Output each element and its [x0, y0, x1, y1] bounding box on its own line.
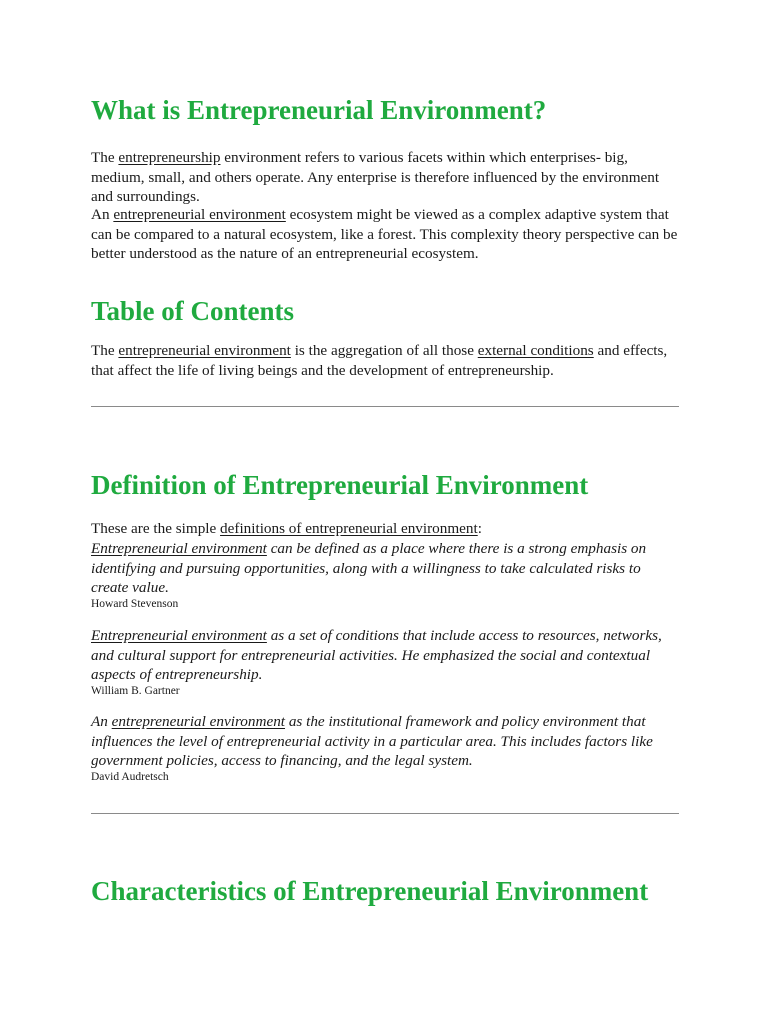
intro-paragraph-1: [91, 148, 681, 207]
definition-intro: [91, 519, 681, 539]
definition-quote-2: [91, 626, 681, 685]
quote-author-2: William B. Gartner: [91, 685, 180, 697]
toc-heading: Table of Contents: [91, 296, 295, 326]
toc-paragraph: [91, 341, 681, 380]
external-conditions-link[interactable]: external conditions: [477, 342, 594, 359]
entrepreneurship-link[interactable]: entrepreneurship: [118, 149, 221, 166]
quote-author-3: David Audretsch: [91, 771, 169, 783]
toc-text-end: and effects, that affect the life of living beings and the development of entrepreneurship.: [91, 342, 668, 379]
definitions-link[interactable]: definitions of entrepreneurial environment: [220, 520, 478, 537]
quote-author-1: Howard Stevenson: [91, 598, 179, 610]
entrepreneurial-environment-link[interactable]: Entrepreneurial environment: [91, 627, 267, 644]
quote-3-text: as the institutional framework and policy environment that influences the level of entrepreneurial activity in a particular area. This includes factors like government policies, access to financing, and the legal system.: [91, 713, 653, 770]
entrepreneurial-environment-link[interactable]: entrepreneurial environment: [111, 713, 286, 730]
definition-heading: Definition of Entrepreneurial Environment: [91, 470, 589, 500]
intro-p2-text-start: An: [91, 206, 114, 223]
definition-quote-3: [91, 712, 681, 771]
page-title: What is Entrepreneurial Environment?: [91, 95, 547, 125]
definition-intro-text-end: :: [477, 520, 482, 537]
intro-paragraph-2: [91, 205, 681, 264]
quote-1-text: can be defined as a place where there is a strong emphasis on identifying and pursuing opportunities, along with a willingness to take calculated risks to create value.: [91, 540, 647, 597]
characteristics-heading: Characteristics of Entrepreneurial Environment: [91, 876, 649, 906]
entrepreneurial-environment-link[interactable]: entrepreneurial environment: [113, 206, 286, 223]
entrepreneurial-environment-link[interactable]: entrepreneurial environment: [118, 342, 291, 359]
intro-p2-text-end: ecosystem might be viewed as a complex adaptive system that can be compared to a natural ecosystem, like a forest. This complexity theory perspective can be better understood as the nature of an entrepreneurial ecosystem.: [91, 206, 678, 263]
intro-p1-text-end: environment refers to various facets within which enterprises- big, medium, small, and others operate. Any enterprise is therefore influenced by the environment and surroundings.: [91, 149, 660, 206]
divider: [91, 813, 679, 814]
intro-p1-text-start: The: [91, 149, 119, 166]
toc-text-mid: is the aggregation of all those: [290, 342, 478, 359]
toc-text-start: The: [91, 342, 119, 359]
entrepreneurial-environment-link[interactable]: Entrepreneurial environment: [91, 540, 267, 557]
definition-quote-1: [91, 539, 681, 598]
definition-intro-text-start: These are the simple: [91, 520, 221, 537]
quote-2-text: as a set of conditions that include access to resources, networks, and cultural support for entrepreneurial activities. He emphasized the social and contextual aspects of entrepreneurship.: [91, 627, 662, 684]
divider: [91, 406, 679, 407]
quote-3-text-start: An: [91, 713, 112, 730]
